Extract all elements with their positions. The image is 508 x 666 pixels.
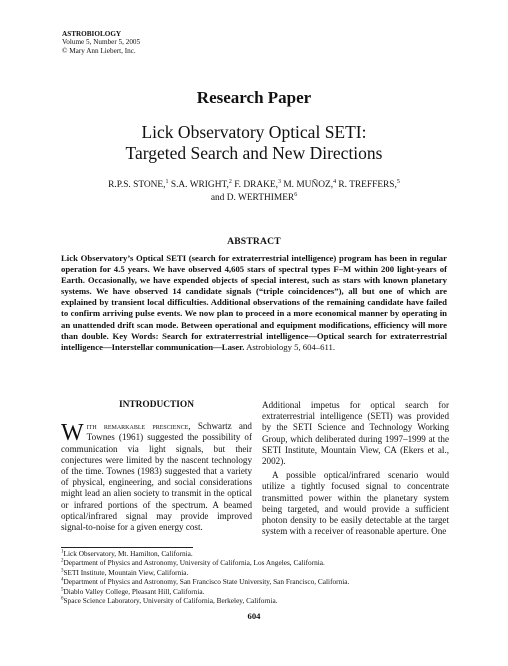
footnote-mark: 6 (61, 596, 64, 602)
footnote (61, 587, 451, 596)
author-name: S.A. WRIGHT, (170, 180, 229, 190)
author-affiliation-mark: 3 (277, 178, 281, 185)
footnote-text: Space Science Laboratory, University of California, Berkeley, California. (63, 596, 278, 606)
footnote (61, 596, 451, 605)
intro-smallcaps: ith remarkable prescience, (86, 421, 191, 432)
footnote (61, 549, 451, 558)
journal-volume: Volume 5, Number 5, 2005 (62, 38, 141, 47)
paragraph-1: Additional impetus for optical search for extraterrestrial intelligence (SETI) was provided by the SETI Science and Technology Working Group, which deliberated during 1997–1999 at the SETI Institute, Mountain View, CA (Ekers et al., 2002). (262, 400, 449, 467)
intro-text: Schwartz and Townes (1961) suggested the possibility of communication via light signals, but their conjectures were limited by the nascent technology of the time. Townes (1983) suggested that a variety of physical, engineering, and social considerations might lead an alien society to transmit in the optical or infrared portions of the spectrum. A beamed optical/infrared signal may provide improved signal-to-noise for a given energy cost. (61, 421, 252, 533)
abstract-citation: Astrobiology 5, 604–611. (246, 341, 336, 352)
author-name: M. MUÑOZ, (283, 180, 334, 190)
abstract-text: Lick Observatory’s Optical SETI (search for extraterrestrial intelligence) program has been in regular operation for 4.5 years. We have observed 4,605 stars of spectral types F–M within 200 light-years of Earth. Occasionally, we have expended objects of special interest, such as stars with known planetary systems. We have observed 14 candidate signals (“triple coincidences”), all but one of which are explained by transient local difficulties. Additional observations of the remaining candidate have failed to confirm arriving pulse events. We now plan to proceed in a more economical manner by operating in an unattended drift scan mode. Between operational and equipment modifications, efficiency will more than double. Key Words: Search for extraterrestrial intelligence—Optical search for extraterrestrial intelligence—Interstellar communication—Laser. (61, 253, 447, 352)
footnote-mark: 3 (61, 568, 64, 574)
author-name: R.P.S. STONE, (108, 180, 166, 190)
author-affiliation-mark: 1 (165, 178, 169, 185)
footnote-mark: 4 (61, 577, 64, 583)
column-right (262, 400, 449, 537)
intro-paragraph (61, 421, 252, 533)
author-affiliation-mark: 5 (396, 178, 400, 185)
author-name: F. DRAKE, (234, 180, 278, 190)
abstract-body (61, 253, 447, 353)
footnotes (61, 549, 451, 605)
author-name: and D. WERTHIMER (210, 192, 295, 203)
paper-title (40, 122, 468, 164)
footnote (61, 558, 451, 567)
footnote-text: Department of Physics and Astronomy, University of California, Los Angeles, California. (63, 558, 325, 568)
footnote-mark: 2 (61, 558, 64, 564)
paragraph-2: A possible optical/infrared scenario would utilize a tightly focused signal to concentrate transmitted power within the planetary system being targeted, and would provide a sufficient photon density to be easily detectable at the target system with a receiver of reasonable aperture. One (262, 470, 449, 537)
author-affiliation-mark: 4 (333, 178, 337, 185)
drop-cap: W (61, 420, 84, 447)
author-list (60, 179, 448, 204)
page-number: 604 (247, 611, 261, 621)
column-left (61, 400, 252, 533)
footnote-text: Department of Physics and Astronomy, San Francisco State University, San Francisco, California. (63, 577, 350, 587)
footnote-mark: 1 (61, 549, 64, 555)
author-affiliation-mark: 2 (228, 178, 232, 185)
author-name: R. TREFFERS, (338, 180, 397, 190)
title-line-2: Targeted Search and New Directions (125, 143, 383, 163)
footnote-divider (61, 547, 193, 548)
footnote (61, 568, 451, 577)
footnote-text: Lick Observatory, Mt. Hamilton, California. (63, 549, 193, 558)
journal-name: ASTROBIOLOGY (62, 30, 122, 38)
section-heading-introduction: INTRODUCTION (118, 400, 194, 410)
footnote-text: SETI Institute, Mountain View, California. (63, 567, 189, 577)
title-line-1: Lick Observatory Optical SETI: (141, 122, 367, 142)
footnote (61, 577, 451, 586)
paper-type: Research Paper (196, 88, 312, 107)
abstract-heading: ABSTRACT (227, 236, 281, 247)
author-affiliation-mark: 6 (294, 191, 298, 198)
journal-header (62, 30, 140, 55)
footnote-text: Diablo Valley College, Pleasant Hill, California. (63, 586, 205, 596)
footnote-mark: 5 (61, 587, 64, 593)
journal-copyright: © Mary Ann Liebert, Inc. (62, 46, 136, 55)
